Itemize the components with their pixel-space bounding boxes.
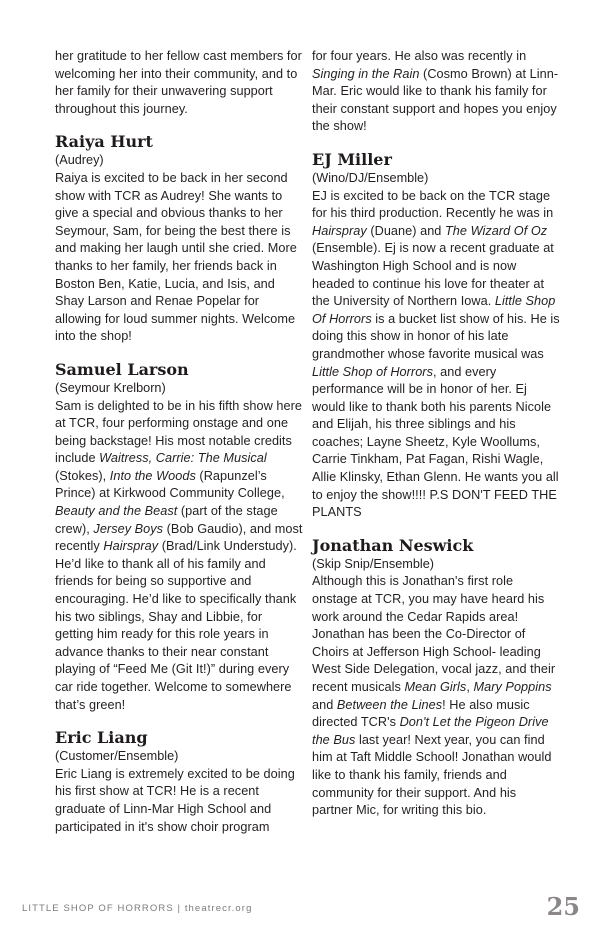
bio-text: , (466, 680, 474, 694)
cast-name: Eric Liang (55, 728, 148, 748)
credit-title: Into the Woods (109, 468, 196, 483)
bio-text: , and every performance will be in honor of her. Ej would like to thank both his parents Nicole and Elijah, his three siblings and his coaches; Layne Sheetz, Kyle Woollums, Carrie Tinkham, Pat Fagan, Rishi Wagle, Allie Klinsky, Ethan Glenn. He wants you all to enjoy the show!!!! P.S DON'T FEED THE PLANTS (312, 364, 559, 520)
bio-text: (Stokes), (55, 468, 110, 483)
bio-text: (Bob Gaudio), and most recently (55, 521, 303, 554)
credit-title: Hairspray (103, 539, 159, 554)
credit-title: Don't Let the Pigeon Drive the Bus (312, 715, 549, 747)
cast-role: (Customer/Ensemble) (55, 749, 179, 764)
right-column (312, 48, 560, 820)
cast-bio: Eric Liang is extremely excited to be doing his first show at TCR! He is a recent graduate of Linn-Mar High School and participated in it's show choir program (55, 766, 295, 834)
cast-name: Jonathan Neswick (312, 535, 474, 555)
cast-role: (Wino/DJ/Ensemble) (312, 170, 429, 185)
bio-text: (Cosmo Brown) at Linn-Mar. Eric would like to thank his family for their constant support and hopes you enjoy the show! (312, 66, 559, 134)
credit-title: Beauty and the Beast (55, 504, 178, 519)
bio-text: and (312, 697, 337, 712)
bio-text: (Duane) and (366, 223, 445, 238)
left-column (55, 48, 303, 836)
credit-title: Little Shop Of Horrors (312, 294, 556, 326)
credit-title: Between the Lines (336, 697, 443, 712)
cast-role: (Skip Snip/Ensemble) (312, 556, 434, 571)
credit-title: Singing in the Rain (312, 66, 420, 81)
bio-text: for four years. He also was recently in (312, 49, 527, 63)
credit-title: Waitress, Carrie: The Musical (99, 451, 267, 466)
cast-role: (Audrey) (55, 153, 104, 168)
page-number: 25 (546, 892, 580, 921)
cast-bio (55, 398, 303, 715)
credit-title: The Wizard Of Oz (444, 223, 548, 238)
cast-role: (Seymour Krelborn) (55, 380, 166, 395)
bio-samuel-larson (55, 360, 303, 714)
bio-jonathan-neswick (312, 536, 560, 820)
bio-raiya-hurt (55, 132, 303, 346)
bio-text: ! He also music directed TCR's (312, 697, 530, 730)
credit-title: Jersey Boys (93, 521, 164, 536)
bio-text: (Brad/Link Understudy). He’d like to thank all of his family and friends for being so supportive and encouraging. He’d like to specifically thank his two siblings, Shay and Libbie, for getting him ready for this role years in advance thanks to their near constant playing of “Feed Me (Git It!)” during every car ride together. Welcome to somewhere that’s green! (55, 539, 297, 712)
continued-bio-text: her gratitude to her fellow cast members for welcoming her into their community, and to her family for their unwavering support throughout this journey. (55, 49, 302, 116)
cast-bio: Raiya is excited to be back in her second show with TCR as Audrey! She wants to give a special and obvious thanks to her Seymour, Sam, for being the best there is and making her laugh until she cried. More thanks to her family, her friends back in Boston Ben, Katie, Lucia, and Isis, and Shay Larson and Renae Popelar for allowing for loud summer nights. Welcome into the shop! (55, 170, 297, 344)
credit-title: Hairspray (312, 223, 367, 238)
bio-text: Although this is Jonathan's first role onstage at TCR, you may have heard his work around the Cedar Rapids area! Jonathan has been the Co-Director of Choirs at Jefferson High School- leading West Side Delegation, vocal jazz, and their recent musicals (312, 574, 556, 694)
bio-text: (Ensemble). Ej is now a recent graduate at Washington High School and is now headed to continue his love for theater at the University of Northern Iowa. (312, 241, 554, 309)
bio-eric-liang (55, 728, 303, 836)
credit-title: Mary Poppins (473, 680, 552, 694)
cast-bio (312, 573, 560, 819)
credit-title: Little Shop of Horrors (312, 364, 433, 379)
footer-text: LITTLE SHOP OF HORRORS | theatrecr.org (22, 903, 253, 914)
continued-bio-text (312, 48, 560, 136)
cast-bio (312, 188, 560, 522)
bio-text: (part of the stage crew), (55, 504, 278, 536)
bio-text: (Rapunzel’s Prince) at Kirkwood Community College, (55, 468, 285, 501)
cast-name: Samuel Larson (55, 359, 189, 379)
credit-title: Mean Girls (404, 680, 467, 694)
cast-name: Raiya Hurt (55, 132, 153, 152)
bio-ej-miller (312, 150, 560, 522)
bio-text: last year! Next year, you can find him at Taft Middle School! Jonathan would like to thank his family, friends and community for their support. And his partner Mic, for writing this bio. (312, 732, 552, 818)
bio-text: EJ is excited to be back on the TCR stage for his third production. Recently he was in (312, 188, 554, 221)
bio-text: is a bucket list show of his. He is doing this show in honor of his late grandmother whose favorite musical was (312, 311, 560, 361)
cast-name: EJ Miller (312, 149, 392, 169)
bio-text: Sam is delighted to be in his fifth show here at TCR, four performing onstage and one being backstage! His most notable credits include (55, 398, 302, 466)
